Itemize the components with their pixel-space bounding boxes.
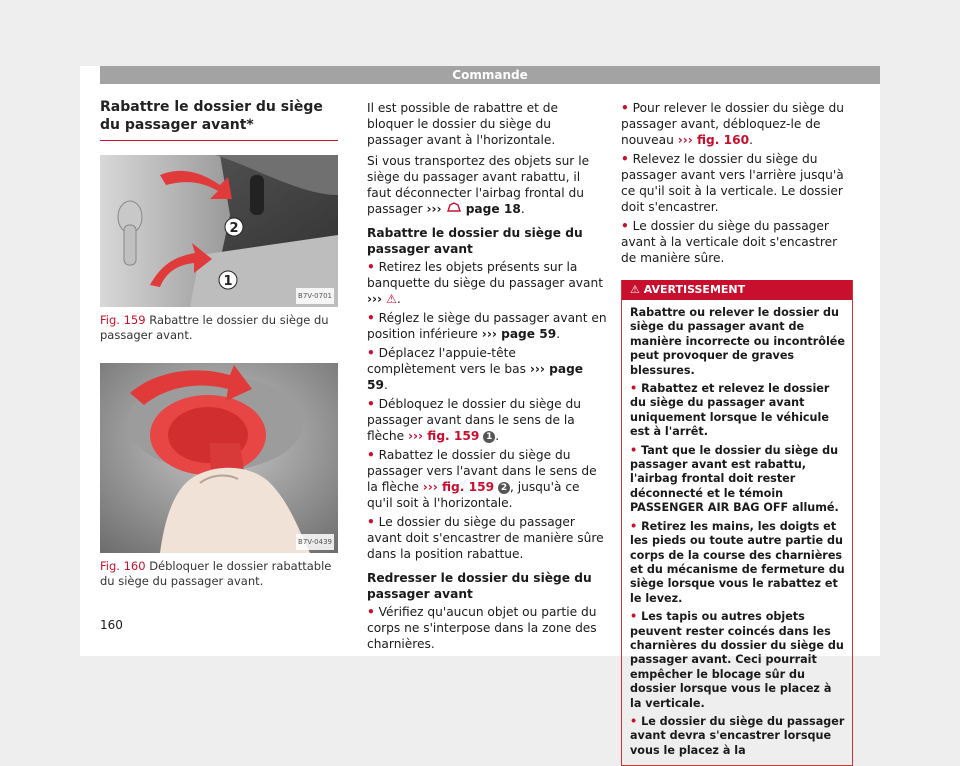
subhead-fold: Rabattre le dossier du siège du passager avant [367,226,583,256]
image-code: B7V-0701 [296,288,334,304]
caption-text: Rabattre le dossier du siège du passager avant. [100,313,329,342]
caption-text: Débloquer le dossier rabattable du siège du passager avant. [100,559,332,588]
list-item: • Relevez le dossier du siège du passager avant vers l'arrière jusqu'à ce qu'il soit à la verticale. Le dossier doit s'encastrer. [621,152,844,214]
page-number: 160 [100,618,123,632]
figure-label: Fig. 160 [100,559,146,573]
reference-arrows: ››› [426,202,446,216]
list-item: • Rabattez le dossier du siège du passager vers l'avant dans le sens de la flèche ››› fig. 159 2 , jusqu'à ce qu'il soit à l'horizontale. [367,448,597,510]
seat-fold-illustration [100,155,338,307]
warning-item: • Retirez les mains, les doigts et les pieds ou toute autre partie du corps de la course des charnières et du mécanisme de fermeture du siège lorsque vous le rabattez et le levez. [630,519,845,605]
image-code: B7V-0439 [296,534,334,550]
warning-triangle-icon: ⚠ [630,283,640,296]
callout-1: 1 [223,274,233,289]
warning-item: • Rabattez et relevez le dossier du siège du passager avant uniquement lorsque le véhicule est à l'arrêt. [630,382,830,439]
figure-reference[interactable]: ››› fig. 159 [407,429,480,443]
right-column [621,100,853,766]
intro-paragraph-2: Si vous transportez des objets sur le siège du passager avant rabattu, il faut déconnecter l'airbag frontal du passager ››› page 18. [367,154,590,216]
header-bar: Commande [100,66,880,84]
figure-159-image [100,155,338,307]
figure-160-caption [100,559,338,589]
seat-unlock-illustration [100,363,338,553]
intro-text: Si vous transportez des objets sur le siège du passager avant rabattu, il faut déconnecter l'airbag frontal du passager [367,154,590,216]
left-column [100,98,338,589]
list-item: • Débloquez le dossier du siège du passager avant dans le sens de la flèche ››› fig. 159 1 . [367,397,581,443]
page-reference[interactable]: page 18 [465,202,521,216]
subhead-raise: Redresser le dossier du siège du passager avant [367,571,592,601]
warning-intro: Rabattre ou relever le dossier du siège du passager avant de manière incorrecte ou incontrôlée peut provoquer de graves blessures. [630,306,845,377]
list-item: • Vérifiez qu'aucun objet ou partie du corps ne s'interpose dans la zone des charnières. [367,605,597,651]
page-reference[interactable]: ››› page 59 [481,327,557,341]
figure-label: Fig. 159 [100,313,146,327]
list-item: • Retirez les objets présents sur la banquette du siège du passager avant ››› ⚠. [367,260,603,306]
section-title: Rabattre le dossier du siège du passager avant* [100,98,338,141]
list-item: • Déplacez l'appuie-tête complètement vers le bas ››› page 59. [367,346,584,392]
middle-column [367,100,607,655]
page-reference[interactable]: ››› page 59 [367,362,584,392]
warning-header [622,280,852,300]
figure-159-caption [100,313,338,343]
warning-body [622,300,852,765]
list-item: • Réglez le siège du passager avant en position inférieure ››› page 59. [367,311,607,341]
airbag-icon [446,201,462,213]
list-item: • Le dossier du siège du passager avant à la verticale doit s'encastrer de manière sûre. [621,219,838,265]
warning-triangle-icon: ⚠ [385,292,397,306]
warning-item: • Les tapis ou autres objets peuvent rester coincés dans les charnières du dossier du siège du passager avant. Ceci pourrait empêcher le blocage sûr du dossier lorsque vous le placez à la verticale. [630,610,844,710]
figure-reference[interactable]: ››› fig. 160 [677,133,750,147]
list-item: • Pour relever le dossier du siège du passager avant, débloquez-le de nouveau ››› fig. 160. [621,101,844,147]
figure-160-image [100,363,338,553]
warning-item: • Tant que le dossier du siège du passager avant est rabattu, l'airbag frontal doit rester déconnecté et le témoin PASSENGER AIR BAG OFF allumé. [630,443,839,515]
warning-title: AVERTISSEMENT [643,283,746,296]
list-item: • Le dossier du siège du passager avant doit s'encastrer de manière sûre dans la position rabattue. [367,515,604,561]
warning-box [621,280,853,766]
figure-reference[interactable]: ››› fig. 159 [422,480,495,494]
callout-badge: 2 [498,482,510,494]
intro-paragraph-1: Il est possible de rabattre et de bloquer le dossier du siège du passager avant à l'horizontale. [367,101,558,147]
warning-item: • Le dossier du siège du passager avant devra s'encastrer lorsque vous le placez à la [630,714,845,757]
callout-2: 2 [229,221,239,236]
manual-page [80,66,880,757]
callout-badge: 1 [483,431,495,443]
